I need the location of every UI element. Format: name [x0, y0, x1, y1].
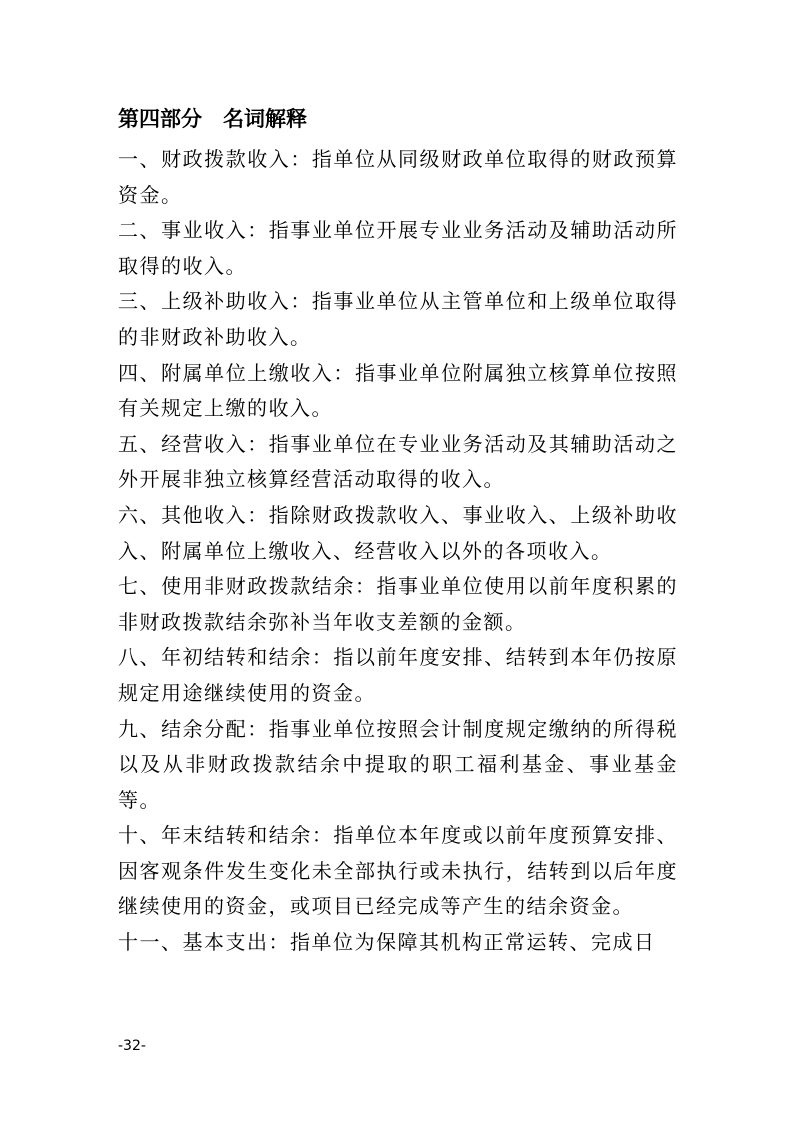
definition-paragraph: 七、使用非财政拨款结余：指事业单位使用以前年度积累的非财政拨款结余弥补当年收支差额的金额。: [118, 574, 678, 634]
definitions-body: [118, 142, 678, 961]
definition-paragraph: 一、财政拨款收入：指单位从同级财政单位取得的财政预算资金。: [118, 147, 678, 207]
definition-paragraph: 二、事业收入：指事业单位开展专业业务活动及辅助活动所取得的收入。: [118, 218, 678, 278]
definition-paragraph: 十一、基本支出：指单位为保障其机构正常运转、完成日: [118, 930, 656, 955]
definition-paragraph: 九、结余分配：指事业单位按照会计制度规定缴纳的所得税以及从非财政拨款结余中提取的职工福利基金、事业基金等。: [118, 716, 678, 812]
definition-paragraph: 四、附属单位上缴收入：指事业单位附属独立核算单位按照有关规定上缴的收入。: [118, 360, 678, 421]
definition-paragraph: 三、上级补助收入：指事业单位从主管单位和上级单位取得的非财政补助收入。: [118, 289, 678, 349]
definition-paragraph: 八、年初结转和结余：指以前年度安排、结转到本年仍按原规定用途继续使用的资金。: [118, 645, 678, 705]
page-number: -32-: [118, 1038, 146, 1054]
definition-paragraph: 六、其他收入：指除财政拨款收入、事业收入、上级补助收入、附属单位上缴收入、经营收入以外的各项收入。: [118, 502, 678, 563]
section-heading: 第四部分 名词解释: [118, 107, 307, 131]
definition-paragraph: 十、年末结转和结余：指单位本年度或以前年度预算安排、因客观条件发生变化未全部执行或未执行，结转到以后年度继续使用的资金，或项目已经完成等产生的结余资金。: [118, 823, 678, 919]
definition-paragraph: 五、经营收入：指事业单位在专业业务活动及其辅助活动之外开展非独立核算经营活动取得的收入。: [118, 431, 678, 492]
